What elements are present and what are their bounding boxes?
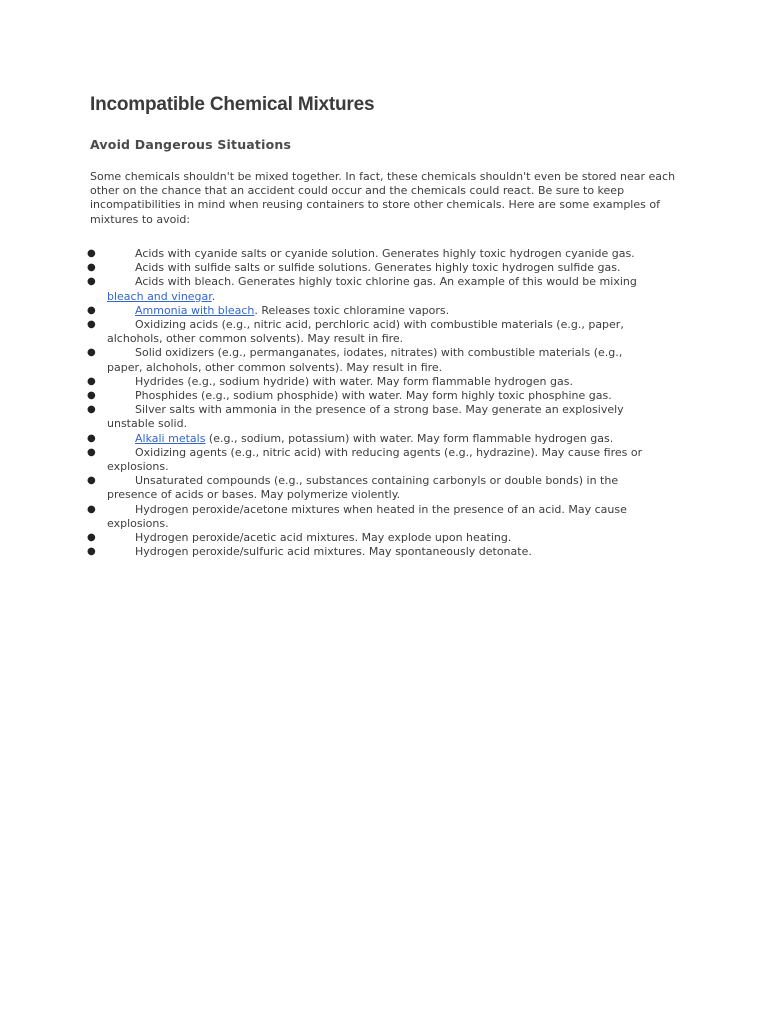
list-item: ● Acids with sulfide salts or sulfide solutions. Generates highly toxic hydrogen sulfide gas. bbox=[87, 261, 621, 275]
list-item: ● Alkali metals (e.g., sodium, potassium) with water. May form flammable hydrogen gas. bbox=[87, 431, 614, 445]
list-item: ● Oxidizing acids (e.g., nitric acid, perchloric acid) with combustible materials (e.g., paper, alchohols, other common solvents). May result in fire. bbox=[87, 318, 624, 346]
list-item: ● Hydrogen peroxide/acetic acid mixtures. May explode upon heating. bbox=[87, 531, 512, 545]
link-alkali-metals[interactable]: Alkali metals bbox=[135, 431, 206, 445]
bullet-icon: ● bbox=[87, 404, 96, 416]
list-item: ● Hydrogen peroxide/sulfuric acid mixtures. May spontaneously detonate. bbox=[87, 545, 532, 559]
mixtures-list bbox=[0, 247, 768, 559]
bullet-icon: ● bbox=[87, 446, 96, 458]
bullet-icon: ● bbox=[87, 347, 96, 359]
bullet-icon: ● bbox=[87, 319, 96, 331]
bullet-icon: ● bbox=[87, 276, 96, 288]
bullet-icon: ● bbox=[87, 503, 96, 515]
list-item: ● Solid oxidizers (e.g., permanganates, iodates, nitrates) with combustible materials (e.g., paper, alchohols, other common solvents). May result in fire. bbox=[87, 346, 623, 374]
bullet-icon: ● bbox=[87, 375, 96, 387]
link-bleach-and-vinegar[interactable]: bleach and vinegar bbox=[107, 289, 212, 303]
intro-paragraph: Some chemicals shouldn't be mixed together. In fact, these chemicals shouldn't even be stored near each other on the chance that an accident could occur and the chemicals could react. Be sure to keep incompatibilities in mind when reusing containers to store other chemicals. Here are some examples of mixtures to avoid: bbox=[90, 170, 676, 226]
bullet-icon: ● bbox=[87, 390, 96, 402]
link-ammonia-with-bleach[interactable]: Ammonia with bleach bbox=[135, 303, 255, 317]
bullet-icon: ● bbox=[87, 475, 96, 487]
list-item: ● Oxidizing agents (e.g., nitric acid) with reducing agents (e.g., hydrazine). May cause fires or explosions. bbox=[87, 445, 643, 474]
bullet-icon: ● bbox=[87, 546, 96, 558]
list-item: ● Acids with cyanide salts or cyanide solution. Generates highly toxic hydrogen cyanide gas. bbox=[87, 247, 635, 260]
bullet-icon: ● bbox=[87, 248, 96, 259]
list-item: ● Acids with bleach. Generates highly toxic chlorine gas. An example of this would be mixing bleach and vinegar. bbox=[87, 275, 637, 303]
list-item: ● Hydrides (e.g., sodium hydride) with water. May form flammable hydrogen gas. bbox=[87, 374, 573, 388]
list-item: ● Silver salts with ammonia in the presence of a strong base. May generate an explosively unstable solid. bbox=[87, 403, 624, 431]
list-item: ● Hydrogen peroxide/acetone mixtures when heated in the presence of an acid. May cause explosions. bbox=[87, 502, 627, 530]
list-item: ● Phosphides (e.g., sodium phosphide) with water. May form highly toxic phosphine gas. bbox=[87, 389, 612, 403]
bullet-icon: ● bbox=[87, 304, 96, 316]
section-subtitle: Avoid Dangerous Situations bbox=[90, 137, 292, 152]
document-page bbox=[87, 92, 690, 559]
bullet-icon: ● bbox=[87, 532, 96, 544]
list-item: ● Ammonia with bleach. Releases toxic chloramine vapors. bbox=[87, 303, 450, 317]
bullet-icon: ● bbox=[87, 432, 96, 444]
page-title: Incompatible Chemical Mixtures bbox=[90, 94, 375, 115]
list-item: ● Unsaturated compounds (e.g., substances containing carbonyls or double bonds) in the presence of acids or bases. May polymerize violently. bbox=[87, 474, 619, 502]
bullet-icon: ● bbox=[87, 262, 96, 274]
